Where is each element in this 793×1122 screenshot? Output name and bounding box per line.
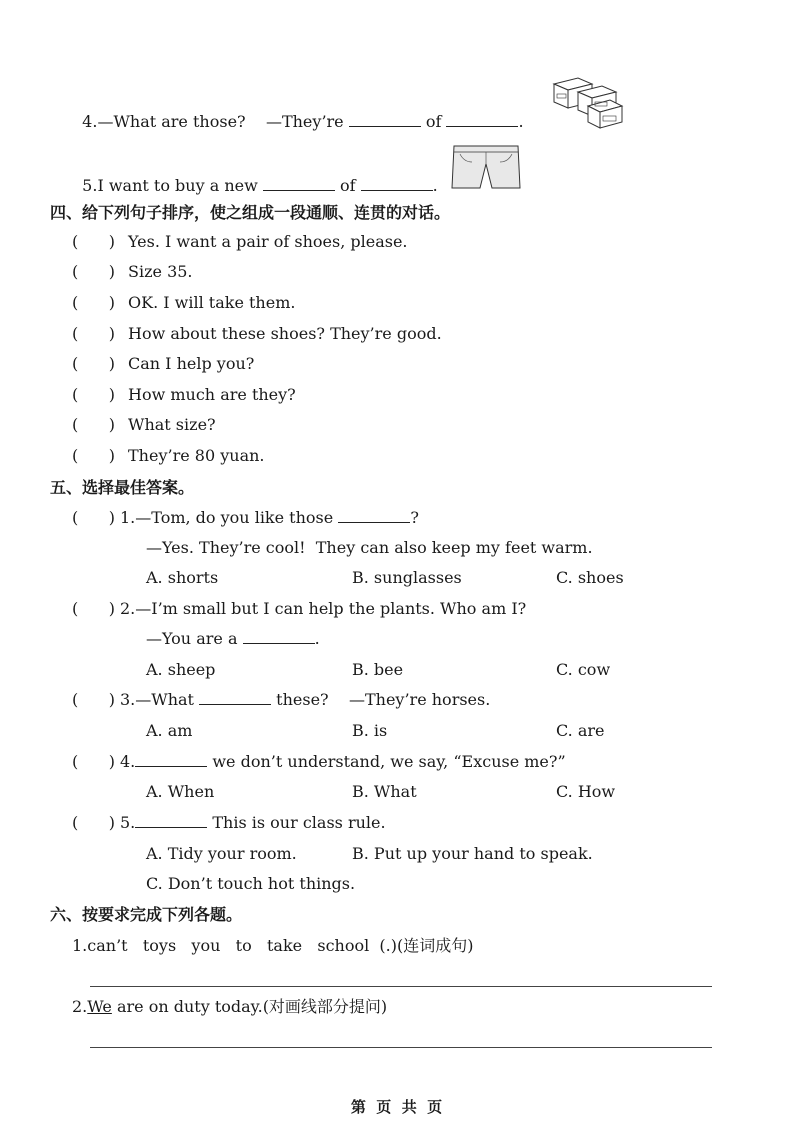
option-c[interactable]: C. How [556,782,616,801]
order-paren[interactable]: ( ) [72,232,115,251]
s6-q1: 1.can’t toys you to take school (.)(连词成句) [72,936,474,955]
s3-q4: 4.—What are those? —They’re of . [82,112,524,131]
mc-q3-stem: 3.—What these? —They’re horses. [120,690,491,709]
option-a[interactable]: A. When [146,782,215,801]
boxes-illustration [548,74,624,130]
option-c[interactable]: C. are [556,721,605,740]
mc-q1-stem: 1.—Tom, do you like those ? [120,508,419,527]
page-footer: 第 页 共 页 [350,1098,443,1116]
option-b[interactable]: B. is [352,721,388,740]
mc-q4-stem: 4. we don’t understand, we say, “Excuse me?” [120,752,566,771]
dialogue-line: OK. I will take them. [128,293,296,312]
order-paren[interactable]: ( ) [72,446,115,465]
option-c[interactable]: C. shoes [556,568,624,587]
option-a[interactable]: A. am [146,721,193,740]
option-c[interactable]: C. Don’t touch hot things. [146,874,356,893]
dialogue-line: How about these shoes? They’re good. [128,324,442,343]
answer-blank[interactable] [135,752,207,767]
order-paren[interactable]: ( ) [72,324,115,343]
answer-blank[interactable] [135,813,207,828]
answer-paren[interactable]: ( ) [72,813,115,832]
dialogue-line: Yes. I want a pair of shoes, please. [128,232,408,251]
underlined-word: We [87,997,112,1016]
dialogue-line: Size 35. [128,262,193,281]
section-4-heading: 四、给下列句子排序，使之组成一段通顺、连贯的对话。 [50,203,451,222]
s6-q2: 2.We are on duty today.(对画线部分提问) [72,997,388,1016]
answer-blank[interactable] [446,112,518,127]
s3-q5: 5.I want to buy a new of . [82,176,438,195]
order-paren[interactable]: ( ) [72,415,115,434]
mc-q2-line2: —You are a . [146,629,320,648]
option-b[interactable]: B. bee [352,660,404,679]
section-5-heading: 五、选择最佳答案。 [50,478,195,497]
answer-paren[interactable]: ( ) [72,599,115,618]
dialogue-line: They’re 80 yuan. [128,446,265,465]
dialogue-line: What size? [128,415,216,434]
answer-paren[interactable]: ( ) [72,690,115,709]
option-b[interactable]: B. What [352,782,417,801]
option-b[interactable]: B. Put up your hand to speak. [352,844,593,863]
dialogue-line: How much are they? [128,385,296,404]
order-paren[interactable]: ( ) [72,354,115,373]
answer-blank[interactable] [243,629,315,644]
answer-paren[interactable]: ( ) [72,508,115,527]
shorts-illustration [450,142,522,190]
option-a[interactable]: A. shorts [146,568,219,587]
answer-line[interactable] [90,986,712,987]
answer-blank[interactable] [338,508,410,523]
mc-q1-line2: —Yes. They’re cool! They can also keep my feet warm. [146,538,593,557]
section-6-heading: 六、按要求完成下列各题。 [50,905,243,924]
option-a[interactable]: A. sheep [146,660,216,679]
option-b[interactable]: B. sunglasses [352,568,462,587]
answer-line[interactable] [90,1047,712,1048]
order-paren[interactable]: ( ) [72,385,115,404]
option-a[interactable]: A. Tidy your room. [146,844,297,863]
answer-blank[interactable] [263,176,335,191]
order-paren[interactable]: ( ) [72,293,115,312]
answer-blank[interactable] [199,690,271,705]
answer-blank[interactable] [349,112,421,127]
option-c[interactable]: C. cow [556,660,611,679]
answer-paren[interactable]: ( ) [72,752,115,771]
order-paren[interactable]: ( ) [72,262,115,281]
mc-q2-stem: 2.—I’m small but I can help the plants. Who am I? [120,599,527,618]
dialogue-line: Can I help you? [128,354,255,373]
answer-blank[interactable] [361,176,433,191]
mc-q5-stem: 5. This is our class rule. [120,813,386,832]
